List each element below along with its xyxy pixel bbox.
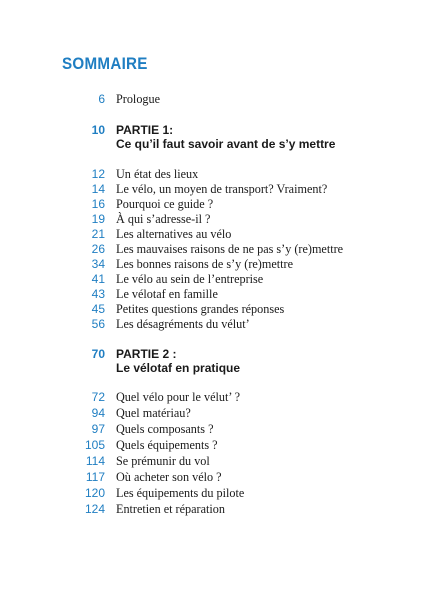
entry-title: À qui s’adresse-il ? (116, 212, 211, 226)
page-number: 21 (91, 227, 105, 241)
page-number: 114 (85, 454, 105, 468)
toc-entry[interactable] (0, 241, 443, 257)
page-number: 120 (84, 486, 105, 500)
page-number: 26 (91, 242, 105, 256)
toc-entry[interactable] (0, 256, 443, 272)
entry-title: Entretien et réparation (116, 502, 225, 516)
entry-title: Un état des lieux (116, 167, 199, 181)
entry-title: Quel matériau? (116, 406, 191, 420)
toc-entry[interactable] (0, 316, 443, 332)
entry-title: Les désagréments du vélut’ (116, 317, 250, 331)
page-number: 97 (91, 422, 105, 436)
page-number: 72 (91, 390, 105, 404)
entry-title: Se prémunir du vol (116, 454, 210, 468)
toc-entry[interactable] (0, 405, 443, 421)
page-number: 45 (91, 302, 105, 316)
toc-entry[interactable] (0, 181, 443, 197)
entry-title: Où acheter son vélo ? (116, 470, 222, 484)
entry-title: Quel vélo pour le vélut’ ? (116, 390, 240, 404)
toc-entry[interactable] (0, 389, 443, 405)
entry-title: Quels équipements ? (116, 438, 218, 452)
toc-entry[interactable] (0, 453, 443, 469)
page-number: 16 (91, 197, 105, 211)
entry-title: Le vélotaf en famille (116, 287, 218, 301)
toc-entry[interactable] (0, 485, 443, 501)
toc-entry[interactable] (0, 211, 443, 227)
toc-entry[interactable] (0, 421, 443, 437)
toc-entry[interactable] (0, 226, 443, 242)
page-title: SOMMAIRE (62, 55, 148, 73)
part-subtitle: Ce qu’il faut savoir avant de s’y mettre (116, 137, 336, 151)
part-subtitle: Le vélotaf en pratique (116, 361, 241, 375)
toc-entry[interactable] (0, 301, 443, 317)
entry-title: Quels composants ? (116, 422, 214, 436)
page-number: 19 (91, 212, 105, 226)
entry-title: Le vélo au sein de l’entreprise (116, 272, 264, 286)
page-number: 12 (91, 167, 105, 181)
page-number: 34 (91, 257, 105, 271)
page-number: 124 (84, 502, 105, 516)
part-label: PARTIE 1: (116, 123, 174, 137)
toc-entry[interactable] (0, 469, 443, 485)
entry-title: Les équipements du pilote (116, 486, 245, 500)
entry-title: Petites questions grandes réponses (116, 302, 285, 316)
part-label: PARTIE 2 : (116, 347, 177, 361)
entry-title: Pourquoi ce guide ? (116, 197, 214, 211)
page-number: 14 (91, 182, 105, 196)
page-number: 94 (91, 406, 105, 420)
page-number: 70 (91, 347, 105, 361)
page-number: 41 (91, 272, 105, 286)
page-number: 117 (85, 470, 105, 484)
entry-title: Prologue (116, 92, 161, 106)
page-number: 10 (91, 123, 105, 137)
entry-title: Les alternatives au vélo (116, 227, 232, 241)
toc-entry[interactable] (0, 286, 443, 302)
toc-entry[interactable] (0, 271, 443, 287)
page-number: 43 (91, 287, 105, 301)
page-number: 56 (91, 317, 105, 331)
page-number: 105 (84, 438, 105, 452)
entry-title: Les mauvaises raisons de ne pas s’y (re)mettre (116, 242, 344, 256)
entry-title: Les bonnes raisons de s’y (re)mettre (116, 257, 293, 271)
toc-entry[interactable] (0, 166, 443, 182)
toc-entry[interactable] (0, 196, 443, 212)
page-number: 6 (98, 92, 105, 106)
toc-entry[interactable] (0, 501, 443, 517)
entry-title: Le vélo, un moyen de transport? Vraiment? (116, 182, 328, 196)
toc-entry[interactable] (0, 437, 443, 453)
toc-entry-prologue[interactable] (0, 91, 443, 107)
